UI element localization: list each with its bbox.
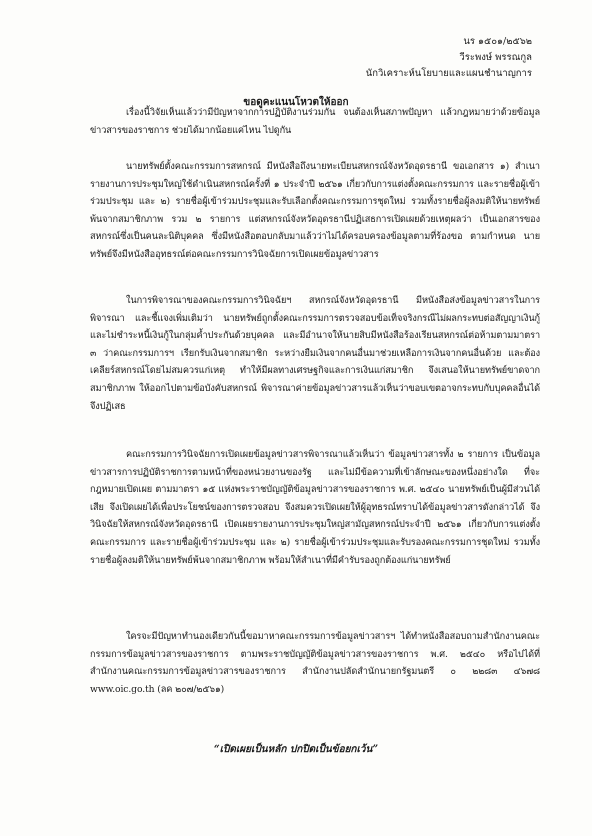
- decision-paragraph: คณะกรรมการวินิจฉัยการเปิดเผยข้อมูลข่าวสารพิจารณาแล้วเห็นว่า ข้อมูลข่าวสารทั้ง ๒ รายการ เป็นข้อมูลข่าวสารการปฏิบัติราชการตามหน้าที่ของหน่วยงานของรัฐ และไม่มีข้อความที่เข้าลักษณะของหนึ่งอย่างใด ที่จะกฎหมายเปิดเผย ตามมาตรา ๑๕ แห่งพระราชบัญญัติข้อมูลข่าวสารของราชการ พ.ศ. ๒๕๔๐ นายทรัพย์เป็นผู้มีส่วนได้เสีย จึงเปิดเผยได้เพื่อประโยชน์ของการตรวจสอบ จึงสมควรเปิดเผยให้ผู้อุทธรณ์ทราบได้ข้อมูลข่าวสารดังกล่าวได้ จึงวินิจฉัยให้สหกรณ์จังหวัดอุดรธานี เปิดเผยรายงานการประชุมใหญ่สามัญสหกรณ์ประจำปี ๒๕๖๑ เกี่ยวกับการแต่งตั้งคณะกรรมการ และรายชื่อผู้เข้าร่วมประชุม และ ๒) รายชื่อผู้เข้าร่วมประชุมและรับรองคณะกรรมการชุดใหม่ รวมทั้งรายชื่อผู้ลงมติให้นายทรัพย์พ้นจากสมาชิกภาพ พร้อมให้สำเนาที่มีคำรับรองถูกต้องแก่นายทรัพย์: [90, 449, 540, 566]
- document-reference: นร ๑๕๐๑/๒๕๖๒: [463, 36, 532, 47]
- document-title: ขอดูคะแนนโหวตให้ออก: [243, 97, 349, 108]
- case-paragraph: นายทรัพย์ตั้งคณะกรรมการสหกรณ์ มีหนังสือถึงนายทะเบียนสหกรณ์จังหวัดอุดรธานี ขอเอกสาร ๑) สำเนารายงานการประชุมใหญ่ใช้ดำเนินสหกรณ์ครั้งที่ ๑ ประจำปี ๒๕๖๑ เกี่ยวกับการแต่งตั้งคณะกรรมการ และรายชื่อผู้เข้าร่วมประชุม และ ๒) รายชื่อผู้เข้าร่วมประชุมและรับเลือกตั้งคณะกรรมการชุดใหม่ รวมทั้งรายชื่อผู้ลงมติให้นายทรัพย์พ้นจากสมาชิกภาพ รวม ๒ รายการ แต่สหกรณ์จังหวัดอุดรธานีปฏิเสธการเปิดเผยด้วยเหตุผลว่า เป็นเอกสารของสหกรณ์ซึ่งเป็นคนละนิติบุคคล ซึ่งมีหนังสือตอบกลับมาแล้วว่าไม่ได้ครอบครองข้อมูลตามที่ร้องขอ ตามกำหนด นายทรัพย์จึงมีหนังสืออุทธรณ์ต่อคณะกรรมการวินิจฉัยการเปิดเผยข้อมูลข่าวสาร: [90, 161, 540, 260]
- closing-slogan: “เปิดเผยเป็นหลัก ปกปิดเป็นข้อยกเว้น”: [213, 744, 379, 755]
- author-name: วีระพงษ์ พรรณกูล: [459, 52, 532, 63]
- consideration-paragraph: ในการพิจารณาของคณะกรรมการวินิจฉัยฯ สหกรณ์จังหวัดอุดรธานี มีหนังสือส่งข้อมูลข่าวสารในการพิจารณา และชี้แจงเพิ่มเติมว่า นายทรัพย์ถูกตั้งคณะกรรมการตรวจสอบข้อเท็จจริงกรณีไม่ผลกระทบต่อสัญญาเงินกู้ และไม่ชำระหนี้เงินกู้ในกลุ่มค้ำประกันด้วยบุคคล และมีอำนาจให้นายสิบมีหนังสือร้องเรียนสหกรณ์ต่อห้ามตามมาตรา ๓ ว่าคณะกรรมการฯ เรียกรับเงินจากสมาชิก ระหว่างยืมเงินจากคนอื่นมาช่วยเหลือการเงินจากคนอื่นด้วย และต้องเคลียร์สหกรณ์โดยไม่สมควรแก่เหตุ ทำให้มีผลทางเศรษฐกิจและการเงินแก่สมาชิก จึงเสนอให้นายทรัพย์ขาดจากสมาชิกภาพ ให้ออกไปตามข้อบังคับสหกรณ์ พิจารณาค่ายข้อมูลข่าวสารแล้วเห็นว่าขอบเขตอาจกระทบกับบุคคลอื่นได้ จึงปฏิเสธ: [90, 295, 540, 412]
- author-position: นักวิเคราะห์นโยบายและแผนชำนาญการ: [365, 68, 532, 79]
- contact-paragraph: ใครจะมีปัญหาทำนองเดียวกันนี้ขอมาหาคณะกรรมการข้อมูลข่าวสารฯ ได้ทำหนังสือสอบถามสำนักงานคณะกรรมการข้อมูลข่าวสารของราชการ ตามพระราชบัญญัติข้อมูลข่าวสารของราชการ พ.ศ. ๒๕๔๐ หรือไปได้ที่สำนักงานคณะกรรมการข้อมูลข่าวสารของราชการ สำนักงานปลัดสำนักนายกรัฐมนตรี ๐ ๒๒๘๓ ๔๖๗๘ www.oic.go.th (ลค ๒๐๗/๒๕๖๑): [90, 631, 540, 695]
- intro-paragraph: เรื่องนี้วิจัยเห็นแล้วว่ามีปัญหาจากการปฏิบัติงานร่วมกัน จนต้องเห็นสภาพปัญหา แล้วกฎหมายว่าด้วยข้อมูลข่าวสารของราชการ ช่วยได้มากน้อยแค่ไหน ไปดูกัน: [90, 107, 540, 136]
